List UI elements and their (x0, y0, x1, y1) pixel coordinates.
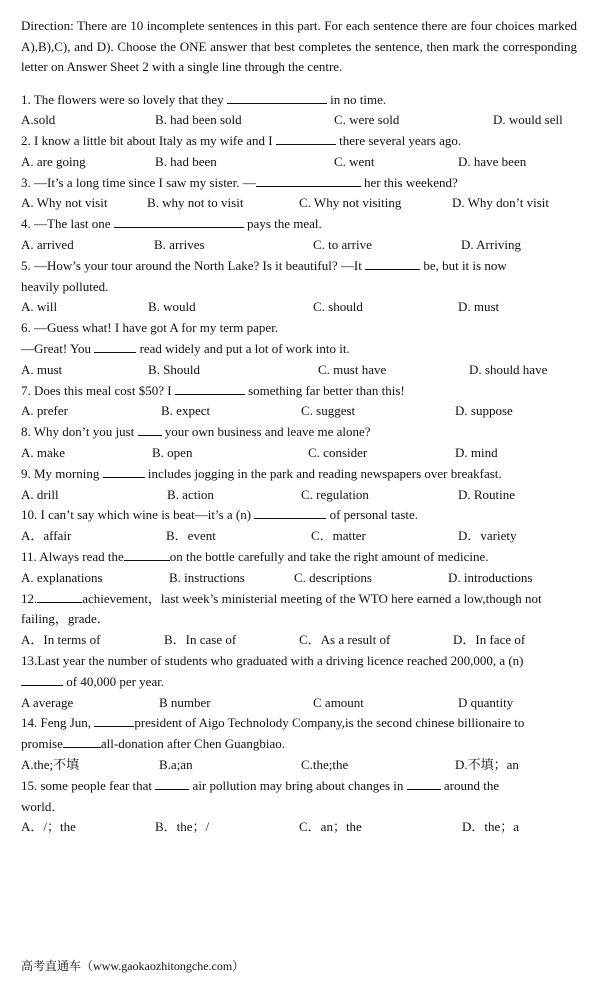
answer-option: B．the；/ (155, 819, 210, 835)
question-item (21, 651, 577, 713)
answer-blank (94, 714, 134, 727)
option-row (21, 817, 577, 838)
option-row (21, 193, 577, 214)
answer-option: A．/；the (21, 819, 76, 835)
answer-option: A．affair (21, 528, 72, 544)
answer-option: B.a;an (159, 757, 193, 772)
answer-option: B．event (166, 528, 216, 544)
answer-option: D. suppose (455, 403, 513, 419)
question-item (21, 713, 577, 775)
question-text: her this weekend? (360, 174, 458, 190)
question-text-line (21, 214, 577, 235)
answer-option: D．In face of (453, 632, 526, 648)
answer-option: C. regulation (301, 486, 369, 502)
question-item (21, 505, 577, 547)
answer-option: B. instructions (169, 569, 245, 585)
question-list (21, 90, 577, 839)
question-text-line (21, 464, 577, 485)
question-text: world． (21, 798, 65, 814)
direction-paragraph: Direction: There are 10 incomplete sentences in this part. For each sentence there are four choices marked A),B),C), and D). Choose the ONE answer that best completes the sentence, then mark the corresponding letter on Answer Sheet 2 with a single line through the centre. (21, 18, 577, 74)
question-text: around the (440, 777, 500, 793)
answer-option: A. will (21, 299, 58, 315)
question-text: there several years ago. (335, 133, 462, 149)
question-text: 5. —How’s your tour around the North Lake? Is it beautiful? —It (21, 257, 366, 273)
answer-option: B. expect (161, 403, 211, 419)
question-text: on the bottle carefully and take the right amount of medicine. (169, 549, 489, 565)
answer-option: B number (159, 694, 211, 710)
question-item (21, 131, 577, 173)
option-row (21, 360, 577, 381)
answer-blank (103, 465, 145, 478)
question-text: failing，grade． (21, 611, 110, 627)
answer-option: C. Why not visiting (299, 195, 402, 211)
answer-blank (256, 174, 361, 187)
answer-option: D．variety (458, 528, 517, 544)
question-text: 9. My morning (21, 465, 103, 481)
answer-option: B. open (152, 445, 193, 461)
question-text-line (21, 505, 577, 526)
question-text-line (21, 256, 577, 277)
answer-option: B. Should (148, 361, 201, 377)
question-text-line (21, 90, 577, 111)
answer-option: D. would sell (493, 112, 563, 128)
question-text: be, but it is now (420, 257, 507, 273)
question-text: 6. —Guess what! I have got A for my term paper. (21, 320, 279, 336)
answer-blank (21, 673, 63, 686)
answer-blank (138, 423, 162, 436)
question-text-line (21, 547, 577, 568)
question-text: something far better than this! (244, 382, 405, 398)
question-text: 4. —The last one (21, 216, 114, 232)
answer-blank (114, 215, 244, 228)
question-text: in no time. (326, 91, 387, 107)
question-text: 11. Always read the (21, 549, 124, 565)
answer-option: B. action (167, 486, 214, 502)
option-row (21, 693, 577, 714)
answer-blank (37, 590, 82, 603)
question-text: achievement，last week’s ministerial meeting of the WTO here earned a low,though not (82, 590, 542, 606)
answer-option: D.不填；an (455, 757, 519, 772)
question-text: 7. Does this meal cost $50? I (21, 382, 175, 398)
answer-option: A.sold (21, 112, 56, 128)
answer-option: C. to arrive (313, 237, 372, 253)
question-text: 3. —It’s a long time since I saw my sister. — (21, 174, 256, 190)
option-row (21, 443, 577, 464)
option-row (21, 485, 577, 506)
answer-option: C. consider (308, 445, 368, 461)
answer-option: B. had been sold (155, 112, 242, 128)
question-text-line (21, 277, 577, 298)
answer-option: A．In terms of (21, 632, 101, 648)
answer-blank (124, 548, 170, 561)
answer-option: D. must (458, 299, 500, 315)
question-text: includes jogging in the park and reading newspapers over breakfast. (144, 465, 502, 481)
question-text-line (21, 776, 577, 797)
answer-blank (94, 340, 136, 353)
question-item (21, 776, 577, 838)
question-item (21, 256, 577, 318)
answer-option: A. make (21, 445, 66, 461)
option-row (21, 152, 577, 173)
answer-option: A. arrived (21, 237, 74, 253)
question-text: of 40,000 per year. (63, 673, 165, 689)
answer-option: D. introductions (448, 569, 533, 585)
answer-option: B. had been (155, 153, 217, 169)
answer-blank (254, 506, 326, 519)
question-text-line (21, 173, 577, 194)
answer-option: C．As a result of (299, 632, 391, 648)
answer-option: A. drill (21, 486, 59, 502)
question-item (21, 547, 577, 589)
question-text: 15. some people fear that (21, 777, 156, 793)
question-text-line (21, 422, 577, 443)
answer-option: D. mind (455, 445, 498, 461)
question-text: 1. The flowers were so lovely that they (21, 91, 227, 107)
question-text-line (21, 318, 577, 339)
question-text: air pollution may bring about changes in (189, 777, 407, 793)
question-item (21, 464, 577, 506)
footer-source: 高考直通车（www.gaokaozhitongche.com） (21, 959, 245, 973)
question-text: 8. Why don’t you just (21, 424, 138, 440)
option-row (21, 297, 577, 318)
answer-option: D. should have (469, 361, 548, 377)
question-text: all-donation after Chen Guangbiao. (100, 736, 285, 752)
answer-blank (276, 132, 336, 145)
question-text: 12. (21, 590, 38, 606)
question-item (21, 381, 577, 423)
answer-option: A. explanations (21, 569, 103, 585)
answer-option: A.the;不填 (21, 757, 80, 772)
question-text-line (21, 734, 577, 755)
answer-option: B．In case of (164, 632, 237, 648)
answer-option: B. would (148, 299, 196, 315)
question-text: your own business and leave me alone? (161, 424, 371, 440)
option-row (21, 755, 577, 776)
question-text-line (21, 589, 577, 610)
answer-option: A. Why not visit (21, 195, 108, 211)
answer-option: D. Arriving (461, 237, 521, 253)
answer-option: A. prefer (21, 403, 68, 419)
option-row (21, 526, 577, 547)
question-text: heavily polluted. (21, 278, 109, 294)
answer-blank (407, 777, 441, 790)
question-text: 13.Last year the number of students who graduated with a driving licence reached 200,000, a (n) (21, 653, 524, 669)
answer-option: D. have been (458, 153, 527, 169)
question-text-line (21, 339, 577, 360)
option-row (21, 110, 577, 131)
question-text-line (21, 672, 577, 693)
question-text: of personal taste. (326, 507, 419, 523)
question-text: promise (21, 736, 63, 752)
answer-blank (365, 257, 420, 270)
question-text: read widely and put a lot of work into it. (136, 341, 350, 357)
question-item (21, 318, 577, 380)
answer-blank (175, 382, 245, 395)
answer-option: D. Why don’t visit (452, 195, 550, 211)
answer-option: D quantity (458, 694, 514, 710)
answer-option: C.the;the (301, 757, 349, 772)
answer-option: C amount (313, 694, 364, 710)
question-text: —Great! You (21, 341, 95, 357)
question-text: 10. I can’t say which wine is beat—it’s a (n) (21, 507, 255, 523)
question-text-line (21, 651, 577, 672)
answer-option: C．an；the (299, 819, 362, 835)
answer-option: C. suggest (301, 403, 356, 419)
answer-blank (227, 91, 327, 104)
question-text-line (21, 713, 577, 734)
answer-option: D. Routine (458, 486, 516, 502)
answer-option: C. went (334, 153, 375, 169)
option-row (21, 235, 577, 256)
option-row (21, 568, 577, 589)
question-text-line (21, 381, 577, 402)
answer-option: A. are going (21, 153, 86, 169)
question-text: pays the meal. (243, 216, 322, 232)
answer-blank (155, 777, 189, 790)
option-row (21, 401, 577, 422)
answer-option: A average (21, 694, 74, 710)
option-row (21, 630, 577, 651)
answer-option: A. must (21, 361, 63, 377)
question-text: 2. I know a little bit about Italy as my wife and I (21, 133, 276, 149)
question-text: 14. Feng Jun, (21, 715, 95, 731)
answer-option: C. descriptions (294, 569, 372, 585)
answer-option: C. must have (318, 361, 387, 377)
question-item (21, 214, 577, 256)
answer-blank (63, 735, 101, 748)
question-text-line (21, 797, 577, 818)
answer-option: B. why not to visit (147, 195, 244, 211)
question-text-line (21, 609, 577, 630)
answer-option: C．matter (311, 528, 366, 544)
answer-option: D．the；a (462, 819, 520, 835)
exam-page (21, 16, 577, 838)
question-item (21, 589, 577, 651)
question-item (21, 173, 577, 215)
question-item (21, 90, 577, 132)
answer-option: B. arrives (154, 237, 205, 253)
question-item (21, 422, 577, 464)
answer-option: C. were sold (334, 112, 400, 128)
question-text-line (21, 131, 577, 152)
question-text: president of Aigo Technolody Company,is the second chinese billionaire to (134, 715, 525, 731)
answer-option: C. should (313, 299, 363, 315)
